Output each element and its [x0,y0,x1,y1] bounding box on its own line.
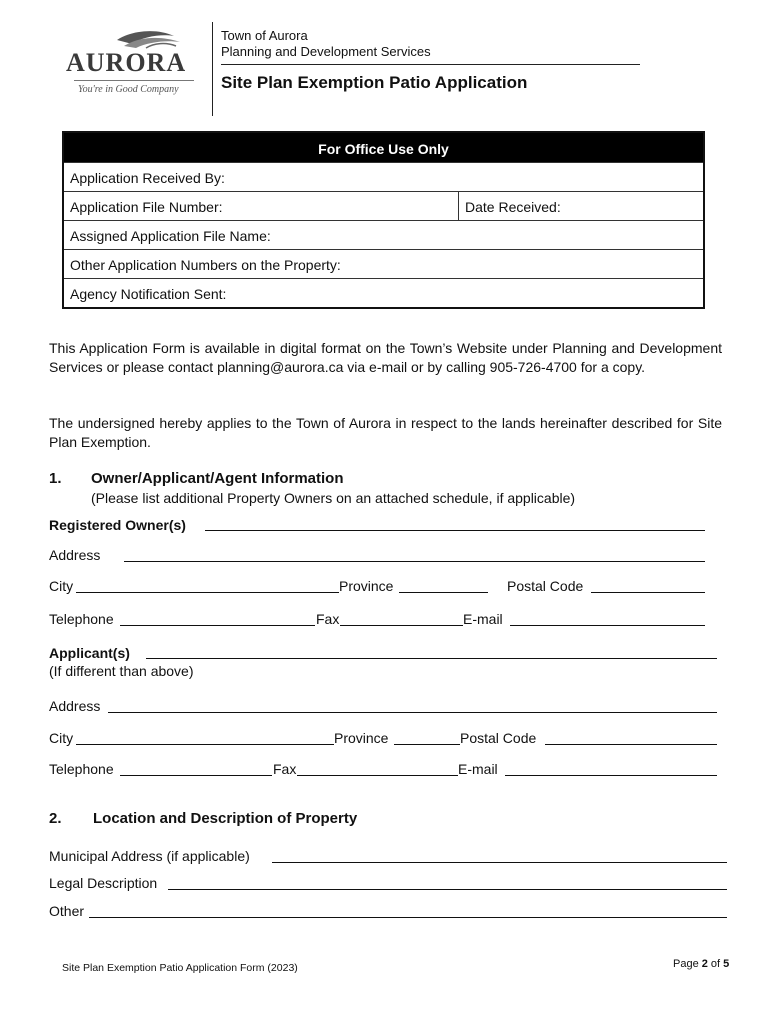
applicant-fax-label: Fax [273,761,297,777]
office-row-file-name [64,220,703,249]
department-name: Planning and Development Services [221,44,431,59]
page-number [673,958,729,970]
owner-email-label: E-mail [463,611,503,627]
owner-province-field[interactable] [399,592,488,593]
page-total: 5 [723,958,730,970]
applicant-note: (If different than above) [49,663,194,679]
legal-description-field[interactable] [168,889,727,890]
applies-paragraph: The undersigned hereby applies to the Town of Aurora in respect to the lands hereinafter described for Site Plan Exemption. [49,415,722,450]
registered-owner-field[interactable] [205,530,705,531]
owner-city-field[interactable] [76,592,339,593]
other-numbers-label: Other Application Numbers on the Property: [70,257,341,273]
registered-owner-label: Registered Owner(s) [49,517,186,533]
page-prefix: Page [673,958,702,970]
owner-city-label: City [49,578,74,594]
applicant-postal-label: Postal Code [460,730,537,746]
town-name: Town of Aurora [221,28,308,43]
section2-title: Location and Description of Property [93,810,358,827]
municipal-address-field[interactable] [272,862,727,863]
applicant-email-label: E-mail [458,761,498,777]
agency-label: Agency Notification Sent: [70,286,227,302]
applicant-address-field[interactable] [108,712,717,713]
header-divider [212,22,213,116]
owner-address-label: Address [49,547,101,563]
footer-form-name: Site Plan Exemption Patio Application Form (2023) [62,962,298,974]
applicant-province-label: Province [334,730,389,746]
applicant-postal-field[interactable] [545,744,717,745]
logo-wordmark: AURORA [66,48,187,77]
applicant-label: Applicant(s) [49,645,130,661]
intro-paragraph: This Application Form is available in digital format on the Town’s Website under Planning and Development Services or please contact planning@aurora.ca via e-mail or by calling 905-726-4700 for a copy. [49,340,722,375]
applicant-province-field[interactable] [394,744,460,745]
owner-telephone-label: Telephone [49,611,114,627]
owner-postal-label: Postal Code [507,578,584,594]
municipal-address-label: Municipal Address (if applicable) [49,848,250,864]
section1-title: Owner/Applicant/Agent Information [91,470,344,487]
office-row-other-numbers [64,249,703,278]
applicant-fax-field[interactable] [297,775,458,776]
page-of: of [707,958,724,970]
owner-email-field[interactable] [510,625,705,626]
file-name-label: Assigned Application File Name: [70,228,271,244]
legal-description-label: Legal Description [49,875,158,891]
office-row-file-number [64,191,703,220]
applicant-email-field[interactable] [505,775,717,776]
applicant-telephone-field[interactable] [120,775,272,776]
logo-tagline: You're in Good Company [78,84,179,95]
office-use-heading: For Office Use Only [64,133,703,162]
owner-postal-field[interactable] [591,592,705,593]
header-rule [221,64,640,65]
owner-fax-field[interactable] [340,625,463,626]
page-title: Site Plan Exemption Patio Application [221,73,528,92]
logo-divider [74,80,194,81]
section1-number: 1. [49,470,62,487]
office-row-received-by [64,162,703,191]
applicant-address-label: Address [49,698,101,714]
other-field[interactable] [89,917,727,918]
page-current: 2 [701,958,708,970]
applicant-field[interactable] [146,658,717,659]
section1-note: (Please list additional Property Owners on an attached schedule, if applicable) [91,490,576,506]
file-number-label: Application File Number: [64,192,459,220]
office-use-table [62,131,705,309]
date-received-label: Date Received: [465,199,561,215]
owner-province-label: Province [339,578,394,594]
applicant-city-label: City [49,730,74,746]
owner-telephone-field[interactable] [120,625,315,626]
office-row-agency [64,278,703,307]
other-label: Other [49,903,85,919]
owner-address-field[interactable] [124,561,705,562]
received-by-label: Application Received By: [70,170,225,186]
owner-fax-label: Fax [316,611,340,627]
section2-number: 2. [49,810,62,827]
applicant-city-field[interactable] [76,744,334,745]
applicant-telephone-label: Telephone [49,761,114,777]
